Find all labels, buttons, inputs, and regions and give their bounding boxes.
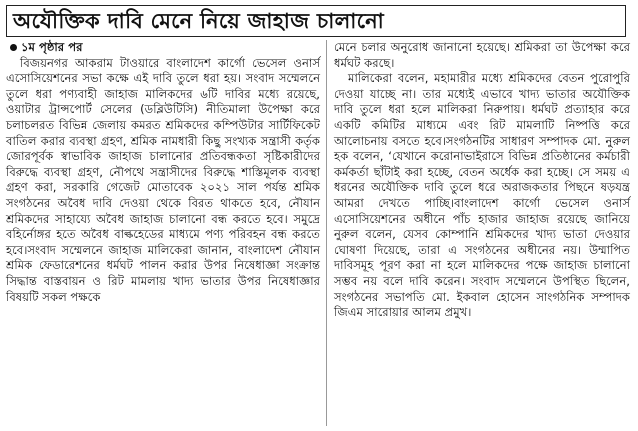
continued-from-label	[10, 40, 320, 56]
headline-box	[6, 5, 626, 37]
column-divider	[326, 40, 327, 426]
bullet-icon	[10, 44, 17, 51]
article-column-left	[6, 40, 320, 305]
headline: অযৌক্তিক দাবি মেনে নিয়ে জাহাজ চালানো	[13, 9, 385, 33]
article-paragraph: বিজয়নগর আকরাম টাওয়ারে বাংলাদেশ কার্গো ভেসেল ওনার্স এসোসিয়েশনের সভা কক্ষে এই দাবি তুলে ধরা হয়। সংবাদ সম্মেলনে তুলে ধরা পণ্যবাহী জাহাজ মালিকদের ৬টি দাবির মধ্যে রয়েছে, ওয়াটার ট্রান্সপোর্ট সেলের (ডব্লিউটিসি) নীতিমালা উপেক্ষা করে চলাচলরত বিভিন্ন জেলায় কমরত শ্রমিকদের কম্পিউটার সার্টিফিকেট বাতিল করার ব্যবস্থা গ্রহণ, শ্রমিক নামধারী কিছু সংখ্যক সন্ত্রাসী কর্তৃক জোরপূর্বক স্বাভাবিক জাহাজ চালানোর প্রতিবন্ধকতা সৃষ্টিকারীদের বিরুদ্ধে ব্যবস্থা গ্রহণ, নৌপথে সন্ত্রাসীদের বিরুদ্ধে শাস্তিমূলক ব্যবস্থা গ্রহণ করা, সরকারি গেজেট মোতাবেক ২০২১ সাল পর্যন্ত শ্রমিক সংগঠনের অবৈধ দাবি দেওয়া থেকে বিরত থাকতে হবে, নৌযান শ্রমিকদের সাহায্যে অবৈধ জাহাজ চালানো বন্ধ করতে হবে। সমুদ্রে বহির্নোঙ্গর হতে অবৈধ বাল্কহেডের মাধ্যমে পণ্য পরিবহন বন্ধ করতে হবে।সংবাদ সম্মেলনে জাহাজ মালিকেরা জানান, বাংলাদেশ নৌযান শ্রমিক ফেডারেশনের ধর্মঘট পালন করার উপর নিষেধাজ্ঞা সংক্রান্ত সিদ্ধান্ত বাস্তবায়ন ও রিট মামলায় খাদ্য ভাতার উপর নিষেধাজ্ঞার বিষয়টি সকল পক্ষকে	[6, 55, 320, 304]
article-paragraph: মেনে চলার অনুরোধ জানানো হয়েছে। শ্রমিকরা তা উপেক্ষা করে ধর্মঘট করছে।	[334, 40, 630, 70]
article-paragraph: মালিকেরা বলেন, মহামারীর মধ্যে শ্রমিকদের বেতন পুরোপুরি দেওয়া যাচ্ছে না। তার মধ্যেই এভাবে খাদ্য ভাতার অযৌক্তিক দাবি তুলে ধরা হলে মালিকরা নিরুপায়। ধর্মঘট প্রত্যাহার করে একটি কমিটির মাধ্যমে এবং রিট মামলাটি নিষ্পত্তি করে আলোচনায় বসতে হবে।সংগঠনটির সাধারণ সম্পাদক মো. নুরুল হক বলেন, ‘যেখানে করোনাভাইরাসে বিভিন্ন প্রতিষ্ঠানের কর্মচারী কর্মকর্তা ছাঁটাই করা হচ্ছে, বেতন অর্ধেক করা হচ্ছে। সে সময় এ ধরনের অযৌক্তিক দাবি তুলে ধরে অরাজকতার পিছনে ষড়যন্ত্র আমরা দেখতে পাচ্ছি।বাংলাদেশ কার্গো ভেসেল ওনার্স এসোসিয়েশনের অধীনে পাঁচ হাজার জাহাজ রয়েছে জানিয়ে নুরুল বলেন, যেসব কোম্পানি শ্রমিকদের খাদ্য ভাতা দেওয়ার ঘোষণা দিয়েছে, তারা এ সংগঠনের অধীনের নয়। উম্মাপিত দাবিসমূহ পূরণ করা না হলে মালিকদের পক্ষে জাহাজ চালানো সম্ভব নয় বলে দাবি করেন। সংবাদ সম্মেলনে উপস্থিত ছিলেন, সংগঠনের সভাপতি মো. ইকবাল হোসেন সাংগঠনিক সম্পাদক জিএম সারোয়ার আলম প্রমুখ।	[334, 71, 630, 320]
continued-from-text: ১ম পৃষ্ঠার পর	[21, 40, 83, 54]
article-column-right	[334, 40, 630, 321]
